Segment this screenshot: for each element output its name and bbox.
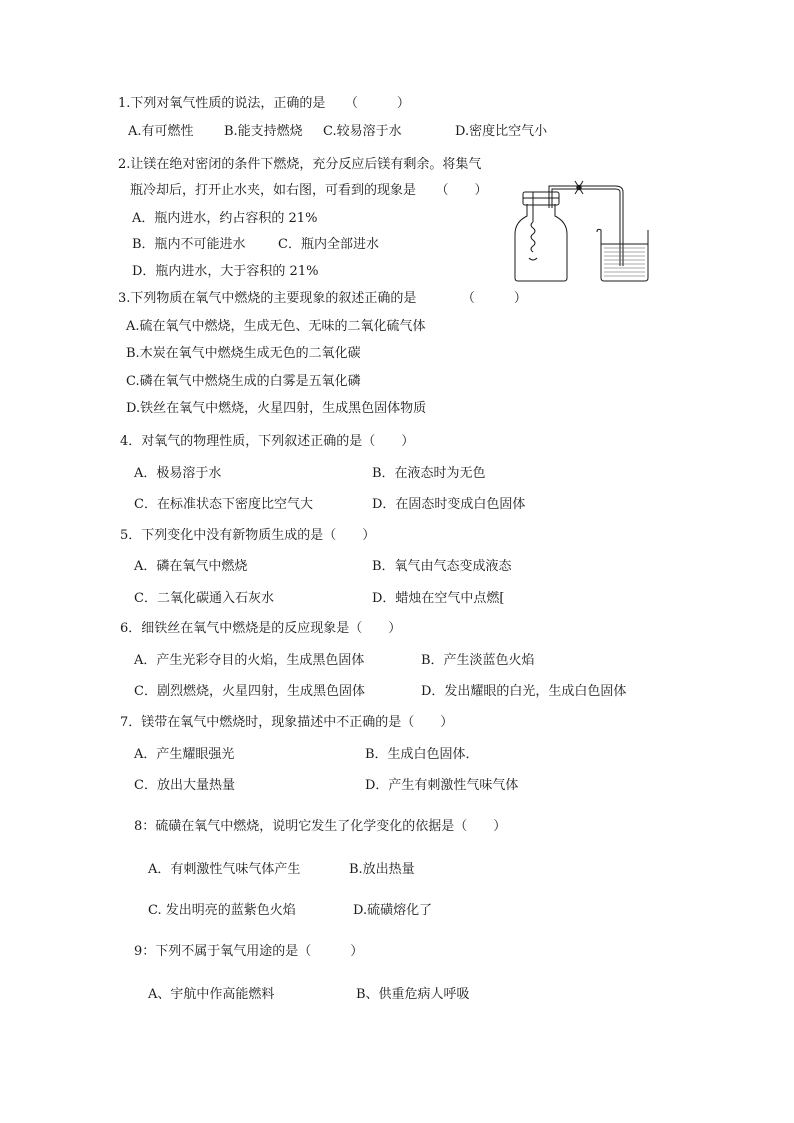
q5-option-c: C．二氧化碳通入石灰水 bbox=[134, 591, 274, 606]
q5-option-a: A．磷在氧气中燃烧 bbox=[134, 559, 248, 574]
q8-option-b: B.放出热量 bbox=[349, 862, 415, 877]
q9-stem: 9：下列不属于氧气用途的是（ ） bbox=[134, 944, 364, 959]
q5-stem: 5．下列变化中没有新物质生成的是（ ） bbox=[120, 528, 376, 543]
q6-option-a: A．产生光彩夺目的火焰，生成黑色固体 bbox=[134, 653, 365, 668]
q8-option-a: A．有刺激性气味气体产生 bbox=[148, 862, 301, 877]
q1-option-b: B.能支持燃烧 bbox=[224, 124, 303, 139]
q2-option-d: D．瓶内进水，大于容积的 21% bbox=[132, 264, 319, 279]
q7-option-b: B．生成白色固体． bbox=[365, 747, 479, 762]
q9-option-a: A、宇航中作高能燃料 bbox=[148, 987, 275, 1002]
q6-option-c: C．剧烈燃烧，火星四射，生成黑色固体 bbox=[134, 684, 365, 699]
q1-stem: 1.下列对氧气性质的说法，正确的是 （ ） bbox=[118, 96, 410, 111]
q2-stem-continued: 瓶冷却后，打开止水夹，如右图，可看到的现象是 （ ） bbox=[130, 183, 488, 198]
q4-option-c: C．在标准状态下密度比空气大 bbox=[134, 497, 313, 512]
q1-option-c: C.较易溶于水 bbox=[323, 124, 402, 139]
q7-stem: 7．镁带在氧气中燃烧时，现象描述中不正确的是（ ） bbox=[120, 715, 454, 730]
q2-option-a: A．瓶内进水，约占容积的 21% bbox=[132, 211, 318, 226]
q3-option-d: D.铁丝在氧气中燃烧，火星四射，生成黑色固体物质 bbox=[126, 401, 427, 416]
q2-option-c: C．瓶内全部进水 bbox=[278, 237, 379, 252]
q3-stem: 3.下列物质在氧气中燃烧的主要现象的叙述正确的是 （ ） bbox=[118, 291, 527, 306]
q2-stem: 2.让镁在绝对密闭的条件下燃烧，充分反应后镁有剩余。将集气 bbox=[118, 157, 482, 172]
q8-stem: 8：硫磺在氧气中燃烧，说明它发生了化学变化的依据是（ ） bbox=[134, 819, 507, 834]
q4-option-a: A．极易溶于水 bbox=[134, 466, 222, 481]
q8-option-d: D.硫磺熔化了 bbox=[353, 903, 433, 918]
q7-option-d: D．产生有刺激性气味气体 bbox=[365, 778, 519, 793]
q7-option-c: C．放出大量热量 bbox=[134, 778, 235, 793]
q6-option-b: B．产生淡蓝色火焰 bbox=[421, 653, 535, 668]
q7-option-a: A．产生耀眼强光 bbox=[134, 747, 235, 762]
q6-option-d: D．发出耀眼的白光，生成白色固体 bbox=[421, 684, 627, 699]
q5-option-b: B．氧气由气态变成液态 bbox=[372, 559, 512, 574]
gas-collection-apparatus-icon bbox=[505, 178, 655, 286]
q4-option-b: B．在液态时为无色 bbox=[372, 466, 486, 481]
q3-option-c: C.磷在氧气中燃烧生成的白雾是五氧化磷 bbox=[126, 374, 361, 389]
q3-option-b: B.木炭在氧气中燃烧生成无色的二氧化碳 bbox=[126, 346, 361, 361]
q6-stem: 6．细铁丝在氧气中燃烧是的反应现象是（ ） bbox=[120, 621, 402, 636]
q8-option-c: C. 发出明亮的蓝紫色火焰 bbox=[148, 903, 296, 918]
q2-option-b: B．瓶内不可能进水 bbox=[132, 237, 246, 252]
q9-option-b: B、供重危病人呼吸 bbox=[356, 987, 470, 1002]
q4-option-d: D．在固态时变成白色固体 bbox=[372, 497, 526, 512]
q1-option-a: A.有可燃性 bbox=[128, 124, 194, 139]
q5-option-d: D．蜡烛在空气中点燃[ bbox=[372, 591, 505, 606]
q3-option-a: A.硫在氧气中燃烧，生成无色、无味的二氧化硫气体 bbox=[126, 319, 426, 334]
q4-stem: 4．对氧气的物理性质，下列叙述正确的是（ ） bbox=[120, 434, 415, 449]
q1-option-d: D.密度比空气小 bbox=[455, 124, 548, 139]
